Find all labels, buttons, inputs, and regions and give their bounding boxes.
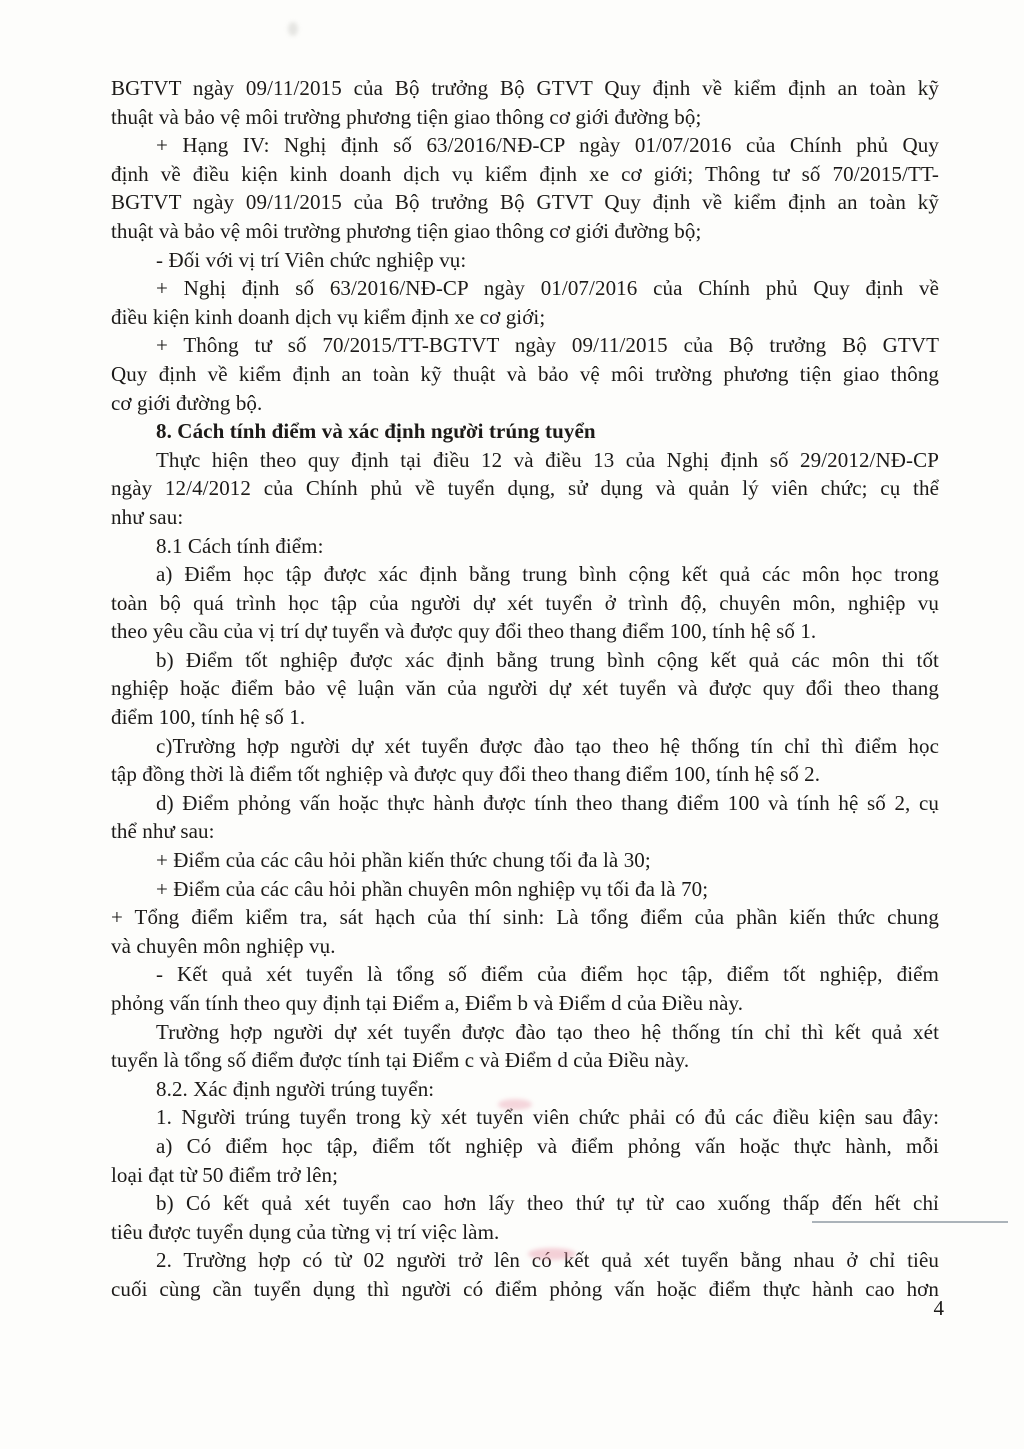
text-line: thuật và bảo vệ môi trường phương tiện giao thông cơ giới đường bộ;	[111, 104, 702, 129]
text-line: điều kiện kinh doanh dịch vụ kiểm định xe cơ giới;	[111, 304, 546, 329]
section-8-1-heading: 8.1 Cách tính điểm:	[156, 533, 324, 558]
text-line: Quy định về kiểm định an toàn kỹ thuật và bảo vệ môi trường phương tiện giao thông	[111, 361, 939, 386]
section-8-heading: 8. Cách tính điểm và xác định người trúng tuyển	[156, 419, 596, 444]
text-line: và chuyên môn nghiệp vụ.	[111, 933, 336, 958]
text-line: a) Điểm học tập được xác định bằng trung bình cộng kết quả các môn học trong	[156, 562, 939, 587]
text-line: cơ giới đường bộ.	[111, 390, 263, 415]
text-line: phỏng vấn tính theo quy định tại Điểm a, Điểm b và Điểm d của Điều này.	[111, 991, 744, 1015]
text-line: nghiệp hoặc điểm bảo vệ luận văn của người dự xét tuyển và được quy đổi theo thang	[111, 676, 939, 701]
text-line: như sau:	[111, 504, 184, 529]
text-line: điểm 100, tính hệ số 1.	[111, 705, 306, 730]
text-line: thuật và bảo vệ môi trường phương tiện giao thông cơ giới đường bộ;	[111, 218, 702, 243]
text-line: b) Điểm tốt nghiệp được xác định bằng trung bình cộng kết quả các môn thi tốt	[156, 647, 939, 672]
text-line: 2. Trường hợp có từ 02 người trở lên có kết quả xét tuyển bằng nhau ở chỉ tiêu	[156, 1248, 939, 1273]
text-line: a) Có điểm học tập, điểm tốt nghiệp và điểm phỏng vấn hoặc thực hành, mỗi	[156, 1133, 939, 1158]
text-line: + Nghị định số 63/2016/NĐ-CP ngày 01/07/2016 của Chính phủ Quy định về	[156, 276, 939, 301]
text-line: c)Trường hợp người dự xét tuyển được đào tạo theo hệ thống tín chỉ thì điểm học	[156, 733, 939, 758]
text-line: tuyển là tổng số điểm được tính tại Điểm c và Điểm d của Điều này.	[111, 1048, 690, 1073]
text-line: tập đồng thời là điểm tốt nghiệp và được quy đổi theo thang điểm 100, tính hệ số 2.	[111, 762, 821, 787]
page-number: 4	[933, 1296, 944, 1320]
text-line: Thực hiện theo quy định tại điều 12 và điều 13 của Nghị định số 29/2012/NĐ-CP	[156, 447, 939, 472]
scan-smudge-artifact	[498, 1099, 532, 1110]
text-line: Trường hợp người dự xét tuyển được đào tạo theo hệ thống tín chỉ thì kết quả xét	[156, 1019, 939, 1044]
text-line: theo yêu cầu của vị trí dự tuyển và được quy đổi theo thang điểm 100, tính hệ số 1.	[111, 619, 817, 644]
text-line: BGTVT ngày 09/11/2015 của Bộ trưởng Bộ GTVT Quy định về kiểm định an toàn kỹ	[111, 190, 939, 215]
text-line: + Điểm của các câu hỏi phần chuyên môn nghiệp vụ tối đa là 70;	[156, 876, 709, 901]
text-line: + Tổng điểm kiểm tra, sát hạch của thí sinh: Là tổng điểm của phần kiến thức chung	[111, 905, 939, 930]
text-line: BGTVT ngày 09/11/2015 của Bộ trưởng Bộ GTVT Quy định về kiểm định an toàn kỹ	[111, 76, 939, 100]
text-line: toàn bộ quá trình học tập của người dự xét tuyển ở trình độ, chuyên môn, nghiệp vụ	[111, 590, 939, 615]
text-line: + Điểm của các câu hỏi phần kiến thức chung tối đa là 30;	[156, 848, 651, 873]
text-line: - Kết quả xét tuyển là tổng số điểm của điểm học tập, điểm tốt nghiệp, điểm	[156, 962, 939, 987]
scan-smudge-artifact	[528, 1248, 576, 1260]
document-text-block	[111, 74, 939, 1304]
scan-smudge-artifact	[288, 22, 298, 36]
text-line: + Hạng IV: Nghị định số 63/2016/NĐ-CP ngày 01/07/2016 của Chính phủ Quy	[156, 133, 939, 158]
text-line: 1. Người trúng tuyển trong kỳ xét tuyển viên chức phải có đủ các điều kiện sau đây:	[156, 1105, 939, 1130]
text-line: ngày 12/4/2012 của Chính phủ về tuyển dụng, sử dụng và quản lý viên chức; cụ thể	[111, 476, 939, 501]
text-line: - Đối với vị trí Viên chức nghiệp vụ:	[156, 247, 467, 272]
section-8-2-heading: 8.2. Xác định người trúng tuyển:	[156, 1076, 435, 1101]
text-line: định về điều kiện kinh doanh dịch vụ kiểm định xe cơ giới; Thông tư số 70/2015/TT-	[111, 161, 939, 186]
text-line: + Thông tư số 70/2015/TT-BGTVT ngày 09/11/2015 của Bộ trưởng Bộ GTVT	[156, 333, 939, 358]
text-line: cuối cùng cần tuyển dụng thì người có điểm phỏng vấn hoặc điểm thực hành cao hơn	[111, 1276, 939, 1301]
stray-underline-artifact	[812, 1221, 1008, 1223]
text-line: thể như sau:	[111, 819, 215, 844]
text-line: b) Có kết quả xét tuyển cao hơn lấy theo thứ tự từ cao xuống thấp đến hết chỉ	[156, 1191, 939, 1216]
text-line: tiêu được tuyển dụng của từng vị trí việc làm.	[111, 1219, 500, 1244]
text-line: loại đạt từ 50 điểm trở lên;	[111, 1162, 339, 1187]
text-line: d) Điểm phỏng vấn hoặc thực hành được tính theo thang điểm 100 và tính hệ số 2, cụ	[156, 790, 939, 815]
